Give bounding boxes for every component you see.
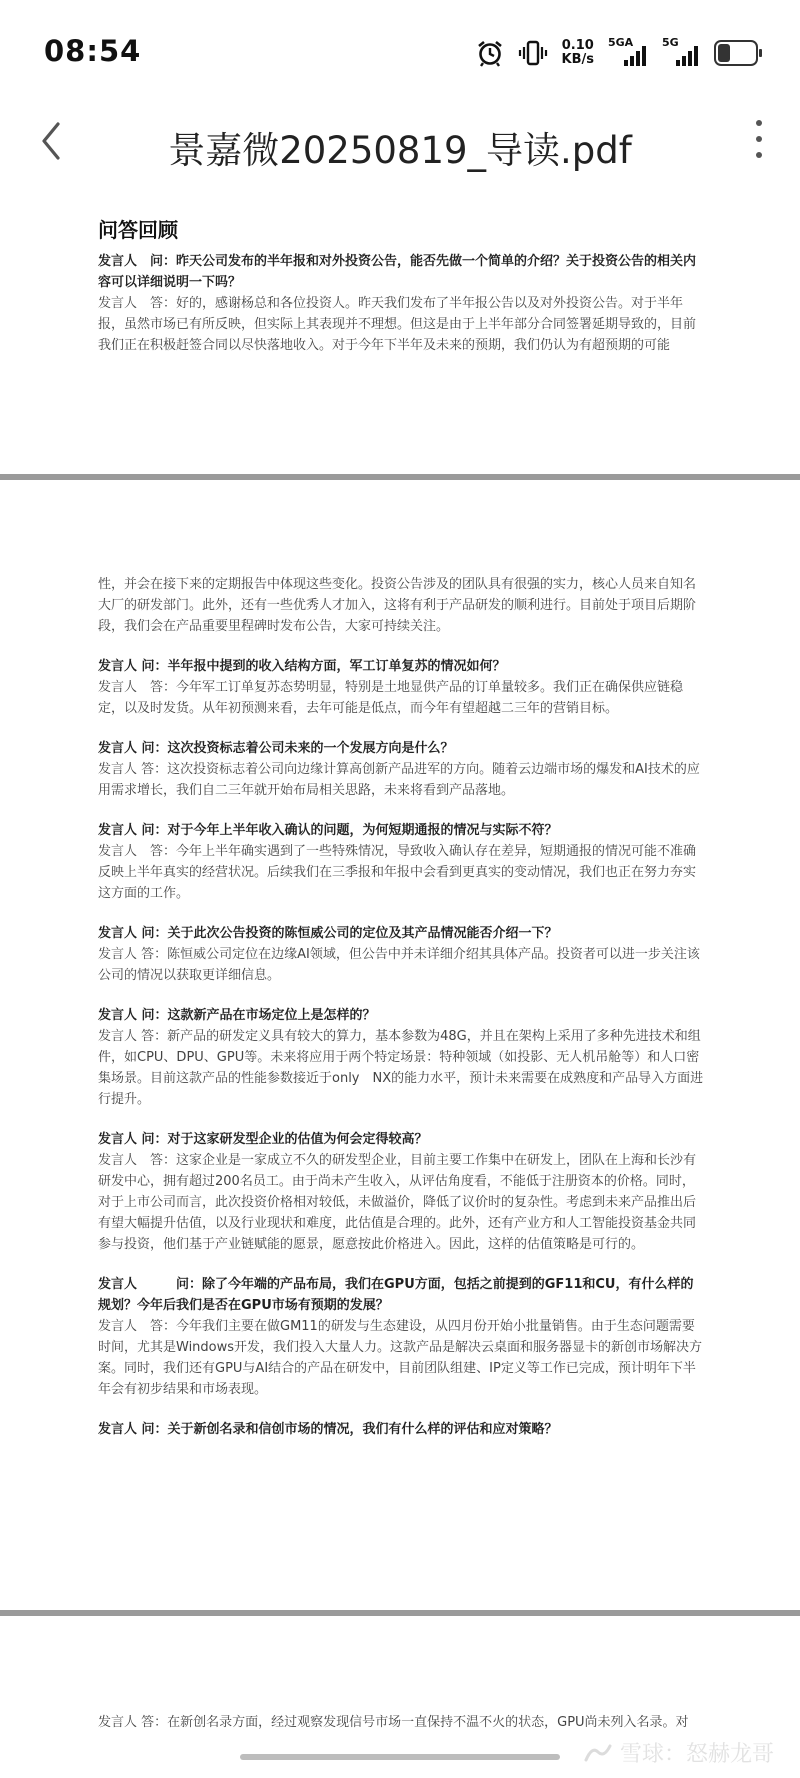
question-text: 发言人 问：除了今年端的产品布局，我们在GPU方面，包括之前提到的GF11和CU，有什么样的规划？今年后我们是否在GPU市场有预期的发展？ [98, 1277, 694, 1313]
status-bar [0, 0, 800, 100]
page1-content [98, 220, 706, 356]
title-bar [0, 100, 800, 190]
qa-item [98, 656, 706, 719]
answer-text: 发言人 答：好的，感谢杨总和各位投资人。昨天我们发布了半年报公告以及对外投资公告。对于半年报，虽然市场已有所反映，但实际上其表现并不理想。但这是由于上半年部分合同签署延期导致的，目前我们正在积极赶签合同以尽快落地收入。对于今年下半年及未来的预期，我们仍认为有超预期的可能 [98, 296, 697, 353]
qa-item [98, 1274, 706, 1400]
question-text: 发言人 问：对于今年上半年收入确认的问题，为何短期通报的情况与实际不符？ [98, 823, 558, 838]
answer-text: 发言人 答：今年我们主要在做GM11的研发与生态建设，从四月份开始小批量销售。由于生态问题需要时间，尤其是Windows开发，我们投入大量人力。这款产品是解决云桌面和服务器显卡的新创市场解决方案。同时，我们还有GPU与AI结合的产品在研发中，目前团队组建、IP定义等工作已完成，预计明年下半年会有初步结果和市场表现。 [98, 1319, 703, 1397]
sim1-label: 5GA [608, 36, 634, 49]
question-text: 发言人 问：关于此次公告投资的陈恒威公司的定位及其产品情况能否介绍一下？ [98, 926, 558, 941]
answer-text: 发言人 答：这次投资标志着公司向边缘计算高创新产品进军的方向。随着云边端市场的爆发和AI技术的应用需求增长，我们自二三年就开始布局相关思路，未来将看到产品落地。 [98, 762, 700, 798]
document-title: 景嘉微20250819_导读.pdf [168, 129, 632, 172]
watermark [584, 1737, 774, 1768]
alarm-icon [476, 39, 504, 67]
answer-text: 发言人 答：这家企业是一家成立不久的研发型企业，目前主要工作集中在研发上，团队在上海和长沙有研发中心，拥有超过200名员工。由于尚未产生收入，从评估角度看，不能低于注册资本的价格。同时，对于上市公司而言，此次投资价格相对较低，未做溢价，降低了议价时的复杂性。考虑到未来产品推出后有望大幅提升估值，以及行业现状和难度，此估值是合理的。此外，还有产业方和人工智能投资基金共同参与投资，他们基于产业链赋能的愿景，愿意按此价格进入。因此，这样的估值策略是可行的。 [98, 1153, 697, 1252]
answer-text: 发言人 答：今年上半年确实遇到了一些特殊情况，导致收入确认存在差异，短期通报的情况可能不准确反映上半年真实的经营状况。后续我们在三季报和年报中会看到更真实的变动情况，我们也正在努力夯实这方面的工作。 [98, 844, 697, 901]
answer-text: 发言人 答：陈恒威公司定位在边缘AI领域，但公告中并未详细介绍其具体产品。投资者可以进一步关注该公司的情况以获取更详细信息。 [98, 947, 700, 983]
question-text: 发言人 问：对于这家研发型企业的估值为何会定得较高？ [98, 1132, 428, 1147]
question-text: 发言人 问：昨天公司发布的半年报和对外投资公告，能否先做一个简单的介绍？关于投资公告的相关内容可以详细说明一下吗？ [98, 254, 697, 290]
snowball-logo-icon [584, 1742, 612, 1764]
last-question-text: 发言人 问：关于新创名录和信创市场的情况，我们有什么样的评估和应对策略？ [98, 1422, 558, 1437]
page3-content [98, 1712, 706, 1733]
sim2-label: 5G [662, 36, 679, 49]
network-speed-value: 0.10 [561, 38, 594, 53]
watermark-text: 雪球：怒赫龙哥 [619, 1742, 774, 1767]
answer-text: 发言人 答：新产品的研发定义具有较大的算力，基本参数为48G，并且在架构上采用了多种先进技术和组件，如CPU、DPU、GPU等。未来将应用于两个特定场景：特种领域（如投影、无人机吊舱等）和人口密集场景。目前这款产品的性能参数接近于only NX的能力水平，预计未来需要在成熟度和产品导入方面进行提升。 [98, 1029, 704, 1107]
status-icons [476, 36, 758, 70]
qa-item [98, 738, 706, 801]
back-arrow-icon[interactable] [32, 118, 72, 164]
question-text: 发言人 问：这款新产品在市场定位上是怎样的？ [98, 1008, 376, 1023]
signal-sim2-icon [662, 36, 700, 66]
qa-item [98, 820, 706, 904]
qa-item [98, 1005, 706, 1110]
home-indicator[interactable] [240, 1754, 560, 1760]
network-speed [562, 39, 594, 67]
more-options-icon[interactable] [752, 120, 766, 162]
status-time: 08:54 [44, 34, 142, 68]
network-speed-unit: KB/s [561, 52, 594, 67]
question-text: 发言人 问：这次投资标志着公司未来的一个发展方向是什么？ [98, 741, 454, 756]
signal-sim1-icon [608, 36, 648, 66]
vibrate-icon [518, 39, 548, 67]
pdf-page-2 [0, 480, 800, 1610]
battery-icon [714, 40, 758, 66]
section-title: 问答回顾 [98, 218, 178, 242]
qa-item [98, 1129, 706, 1255]
page2-content [98, 574, 706, 1440]
question-text: 发言人 问：半年报中提到的收入结构方面，军工订单复苏的情况如何？ [98, 659, 506, 674]
pdf-page-1 [0, 190, 800, 474]
answer-text: 发言人 答：今年军工订单复苏态势明显，特别是土地显供产品的订单量较多。我们正在确保供应链稳定，以及时发货。从年初预测来看，去年可能是低点，而今年有望超越二三年的营销目标。 [98, 680, 684, 716]
answer-text: 发言人 答：在新创名录方面，经过观察发现信号市场一直保持不温不火的状态，GPU尚未列入名录。对 [98, 1715, 689, 1730]
continuation-text: 性，并会在接下来的定期报告中体现这些变化。投资公告涉及的团队具有很强的实力，核心人员来自知名大厂的研发部门。此外，还有一些优秀人才加入，这将有利于产品研发的顺利进行。目前处于项目后期阶段，我们会在产品重要里程碑时发布公告，大家可持续关注。 [98, 577, 697, 634]
qa-item [98, 923, 706, 986]
